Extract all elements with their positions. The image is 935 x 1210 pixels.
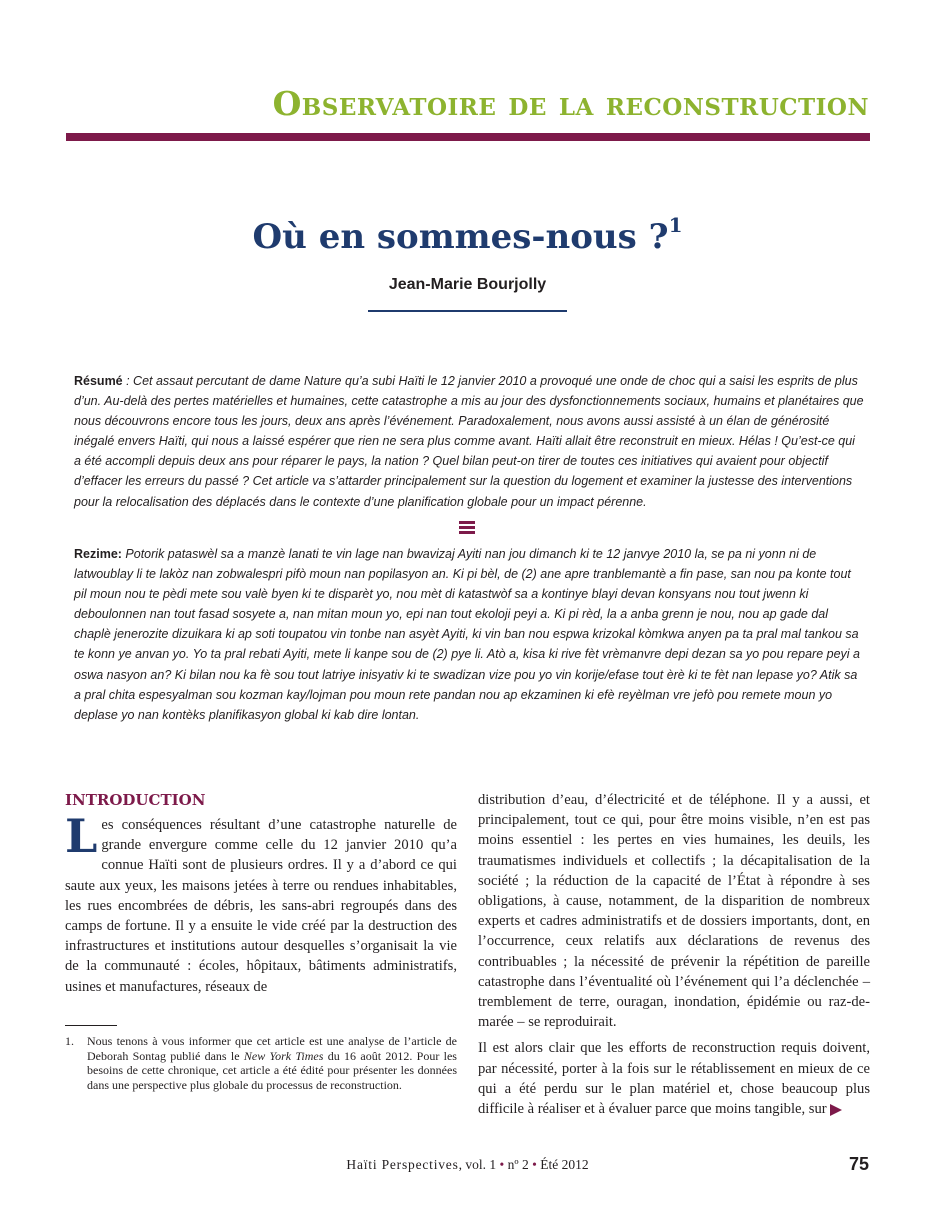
section-separator-icon bbox=[459, 521, 475, 536]
continue-arrow-icon bbox=[830, 1104, 842, 1116]
footnote-rule bbox=[65, 1025, 117, 1026]
footnote-text-part: du 16 août 2012. Pour les besoins de cette chronique, cet article a été édité pour présenter les données dans une perspective plus globale du processus de reconstruction. bbox=[87, 1048, 457, 1092]
resume-text: : Cet assaut percutant de dame Nature qu’a subi Haïti le 12 janvier 2010 a provoqué une onde de choc qui a saisi les esprits de plus d’un. Au-delà des pertes matérielles et humaines, cette catastrophe a mis au jour des dysfonctionnements sociaux, humains et planétaires que nous découvrons encore tous les jours, deux ans après l’événement. Paradoxalement, nous avons aussi assisté à un élan de générosité inégalé envers Haïti, qui nous a laissé espérer que rien ne sera plus comme avant. Haïti allait être reconstruit en mieux. Hélas ! Qu’est-ce qui a été accompli depuis deux ans pour réparer le pays, la nation ? Quel bilan peut-on tirer de toutes ces initiatives qui avaient pour objectif d’effacer les erreurs du passé ? Cet article va s’attarder principalement sur la question du logement et examiner la justesse des interventions pour la relocalisation des déplacés dans le contexte d’une planification globale pour un impact pérenne. bbox=[74, 374, 864, 509]
body-paragraph bbox=[478, 1038, 870, 1119]
footer-season: Été 2012 bbox=[536, 1157, 589, 1172]
rezime-text: Potorik pataswèl sa a manzè lanati te vin lage nan bwavizaj Ayiti nan jou dimanch ki te 12 janvye 2010 la, se pa ni yonn ni de latwoublay li te lakòz nan zobwalespri pifò moun nan popilasyon an. Ki pi bèl, de (2) ane apre tranblemantè a fin pase, san nou pa konte tout pil moun nou te pèdi mete sou valè byen ki te disparèt yo, nou mèt di katastwòf sa a kontinye blayi devan konsyans nou tout jwenn ki deboulonnen nan tout fasad sosyete a, nan mitan moun yo, epi nan tout ekoloji peyi a. Ki pi rèd, la a anba grenn je nou, nou ap gade dal chaplè jenerozite dizuikara ki ap soti toupatou vin tonbe nan asyèt Ayiti, ki vin ban nou espwa krizokal kòmkwa anyen pa ta pral mal tankou sa te konn ye anvan yo. Yo ta pral rebati Ayiti, mete li kanpe sou de (2) pye li. Atò a, kisa ki rive fèt vrèmanvre depi dezan sa yo pou repare peyi a oswa nasyon an? Ki bilan nou ka fè sou tout latriye inisyativ ki te swadizan vize pou yo vin korije/efase tout èrè ki te fèt nan lepase yo? Atik sa a pral chita espesyalman sou kozman kay/lojman pou moun rete pandan nou ap ekzaminen ki efè reyèlman vre jefò pou remete moun yo deplase yo nan kontèks planifikasyon global ki kab dire lontan. bbox=[74, 547, 860, 722]
page-footer bbox=[0, 1157, 935, 1173]
intro-left-text: es conséquences résultant d’une catastrophe naturelle de grande envergure comme celle du 12 janvier 2010 qu’a connue Haïti sont de plusieurs ordres. Il y a d’abord ce qui saute aux yeux, les maisons jetées à terre ou rendues inhabitables, les rues encombrées de débris, les sans-abri regroupés dans des camps de fortune. Il y a ensuite le vide créé par la destruction des infrastructures et institutions autour desquelles s’organisait la vie de la communauté : écoles, hôpitaux, bâtiments administratifs, usines et manufactures, réseaux de bbox=[65, 817, 457, 995]
introduction-heading: INTRODUCTION bbox=[65, 791, 206, 809]
footer-bullet: • bbox=[499, 1157, 505, 1172]
rezime-label: Rezime: bbox=[74, 547, 122, 561]
footnote-number: 1. bbox=[65, 1034, 74, 1048]
title-footnote-ref: 1 bbox=[668, 213, 683, 237]
resume-label: Résumé bbox=[74, 374, 123, 388]
right-column bbox=[478, 790, 870, 1119]
body-paragraph: distribution d’eau, d’électricité et de téléphone. Il y a aussi, et principalement, tout ce qui, pour être moins visible, n’en est pas moins essentiel : les pertes en vies humaines, les deuils, les traumatismes individuels et collectifs ; la décapitalisation de la société ; la réduction de la capacité de l’État à répondre à ses obligations, à cause, notamment, de la disparition de nombreux experts et cadres administratifs et de dossiers importants, dont, en l’occurrence, ceux relatifs aux déclarations de revenus des contribuables ; la nécessité de prévenir la répétition de pareille catastrophe dans l’éventualité où l’événement qui l’a déclenchée – tremblement de terre, ouragan, inondation, épidémie ou raz-de-marée – se reproduirait. bbox=[478, 792, 870, 1031]
footnote-text-part: Nous tenons à vous informer que cet article est une analyse de l’article de Deborah Sontag publié dans le bbox=[87, 1034, 457, 1063]
author-rule bbox=[368, 310, 567, 312]
footnote-publication: New York Times bbox=[243, 1048, 324, 1063]
footer-bullet: • bbox=[532, 1157, 537, 1172]
rezime-abstract bbox=[74, 544, 864, 725]
footer-issue: nº 2 bbox=[504, 1157, 533, 1172]
footer-volume: , vol. 1 bbox=[458, 1157, 500, 1172]
resume-abstract bbox=[74, 371, 864, 512]
author-name: Jean-Marie Bourjolly bbox=[388, 276, 547, 293]
journal-name: Haïti Perspectives bbox=[346, 1157, 459, 1172]
left-column bbox=[65, 790, 457, 997]
body-paragraph-text: Il est alors clair que les efforts de reconstruction requis doivent, par nécessité, porter à la fois sur le rétablissement en mieux de ce qui a été perdu sur le plan matériel et, chose beaucoup plus difficile à réaliser et à évaluer parce que moins tangible, sur bbox=[478, 1040, 870, 1118]
intro-paragraph bbox=[65, 809, 457, 997]
article-title bbox=[200, 213, 735, 257]
section-header: Observatoire de la reconstruction bbox=[272, 84, 869, 123]
page-number: 75 bbox=[848, 1154, 869, 1174]
drop-cap: L bbox=[65, 809, 98, 863]
title-text: Où en sommes-nous ? bbox=[252, 217, 669, 257]
header-rule bbox=[66, 133, 870, 141]
footnote-text bbox=[87, 1034, 457, 1092]
footnote bbox=[65, 1034, 457, 1092]
